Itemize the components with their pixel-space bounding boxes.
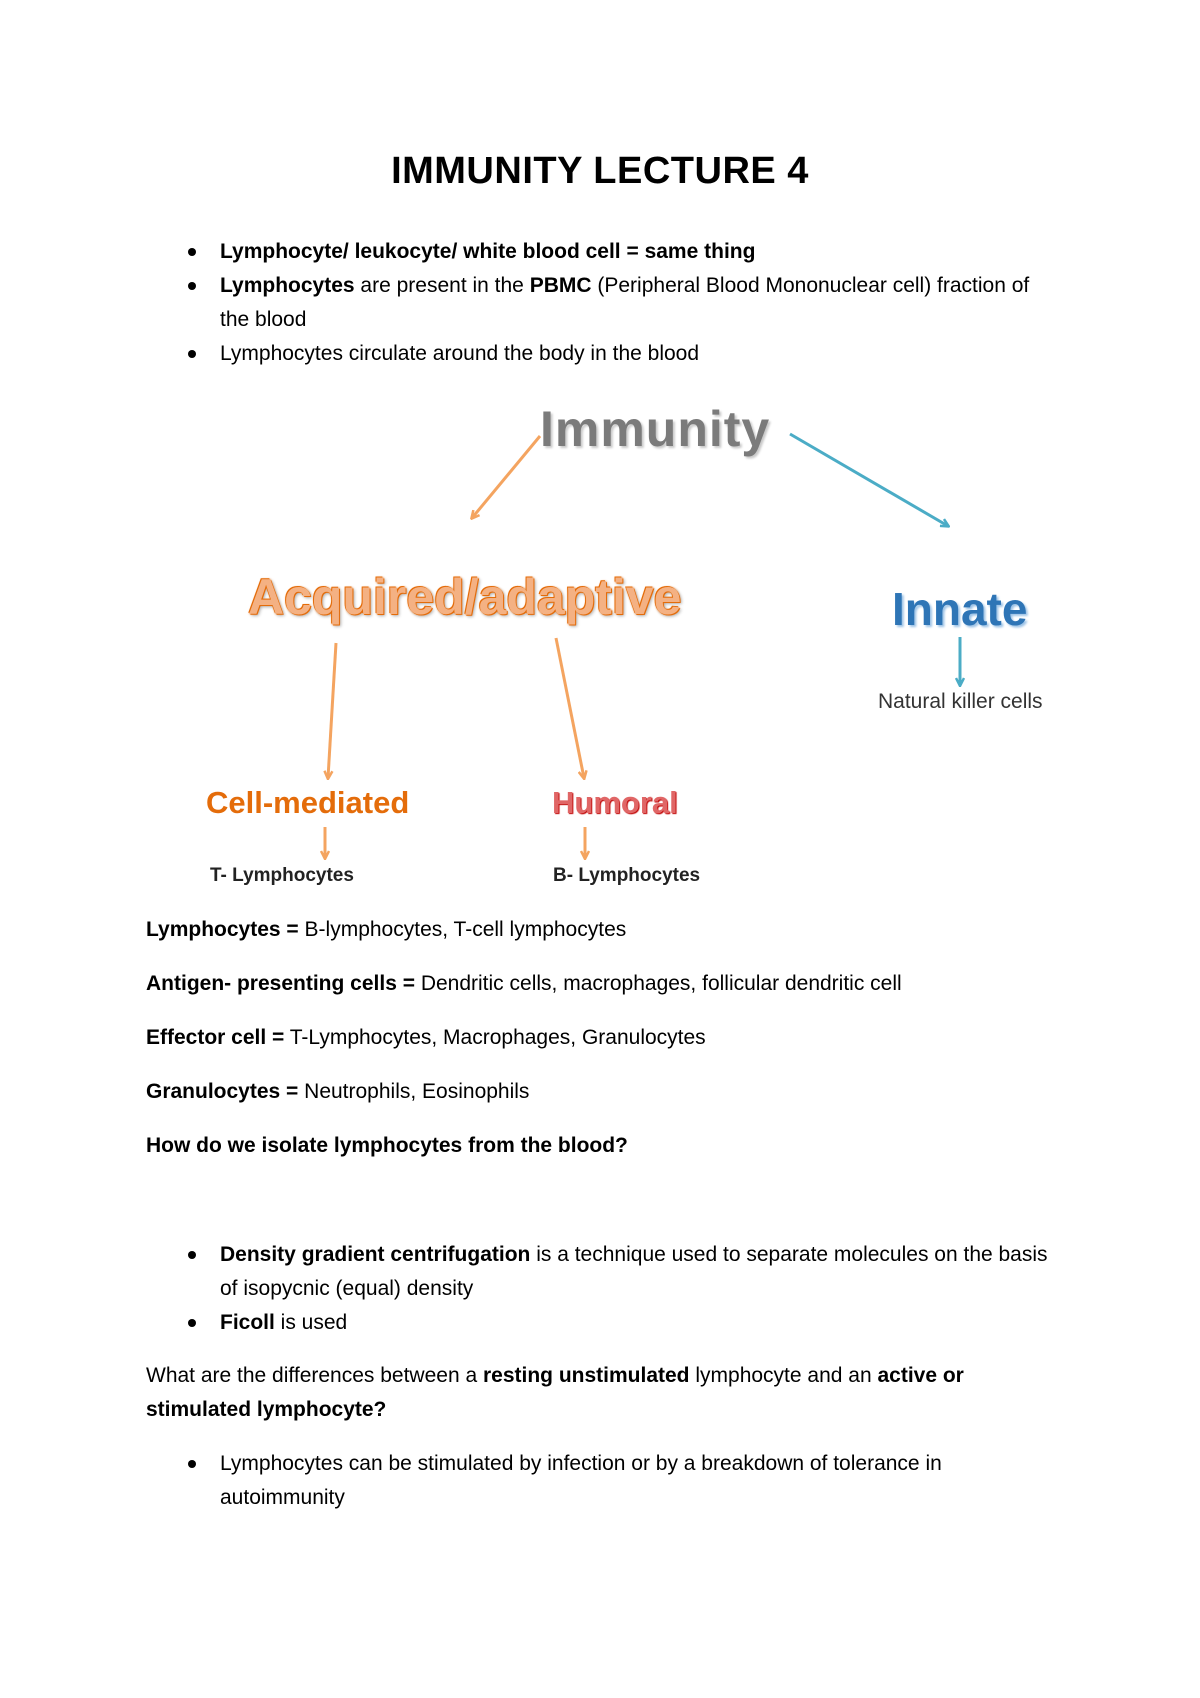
node-natural-killer-cells: Natural killer cells: [878, 690, 1043, 713]
list-item: Lymphocytes are present in the PBMC (Peripheral Blood Mononuclear cell) fraction of the blood: [180, 269, 1060, 337]
node-humoral: Humoral: [552, 785, 678, 820]
list-item: Ficoll is used: [180, 1306, 1060, 1340]
immunity-diagram: [0, 390, 1200, 900]
arrow-adaptive-to-humoral: [556, 638, 584, 778]
isolation-bullet-list: [180, 1238, 1060, 1340]
definition-effector-cell: Effector cell = T-Lymphocytes, Macrophages, Granulocytes: [146, 1026, 706, 1049]
definition-granulocytes: Granulocytes = Neutrophils, Eosinophils: [146, 1080, 530, 1103]
arrow-immunity-to-adaptive: [472, 436, 540, 518]
list-item: Density gradient centrifugation is a technique used to separate molecules on the basis of isopycnic (equal) density: [180, 1238, 1060, 1306]
list-item: Lymphocytes circulate around the body in the blood: [180, 337, 1060, 371]
node-cell-mediated: Cell-mediated: [206, 785, 410, 820]
node-acquired-adaptive: Acquired/adaptive: [248, 569, 682, 625]
list-item: Lymphocytes can be stimulated by infection or by a breakdown of tolerance in autoimmunity: [180, 1447, 1060, 1515]
node-b-lymphocytes: B- Lymphocytes: [553, 865, 701, 886]
node-immunity: Immunity: [540, 401, 771, 457]
node-innate: Innate: [892, 583, 1028, 635]
node-t-lymphocytes: T- Lymphocytes: [210, 865, 354, 886]
question-differences: What are the differences between a resting unstimulated lymphocyte and an active or stimulated lymphocyte?: [146, 1364, 964, 1421]
definition-lymphocytes: Lymphocytes = B-lymphocytes, T-cell lymphocytes: [146, 918, 627, 941]
list-item: Lymphocyte/ leukocyte/ white blood cell = same thing: [180, 235, 1060, 269]
diagram-arrows: [0, 390, 1200, 900]
page-title: IMMUNITY LECTURE 4: [391, 150, 809, 192]
arrow-immunity-to-innate: [790, 434, 948, 526]
definition-antigen-presenting-cells: Antigen- presenting cells = Dendritic cells, macrophages, follicular dendritic cell: [146, 972, 902, 995]
stimulation-bullet-list: [180, 1447, 1060, 1515]
question-isolation: How do we isolate lymphocytes from the blood?: [146, 1134, 628, 1157]
arrow-adaptive-to-cellmediated: [328, 643, 336, 778]
intro-bullet-list: [180, 235, 1060, 371]
